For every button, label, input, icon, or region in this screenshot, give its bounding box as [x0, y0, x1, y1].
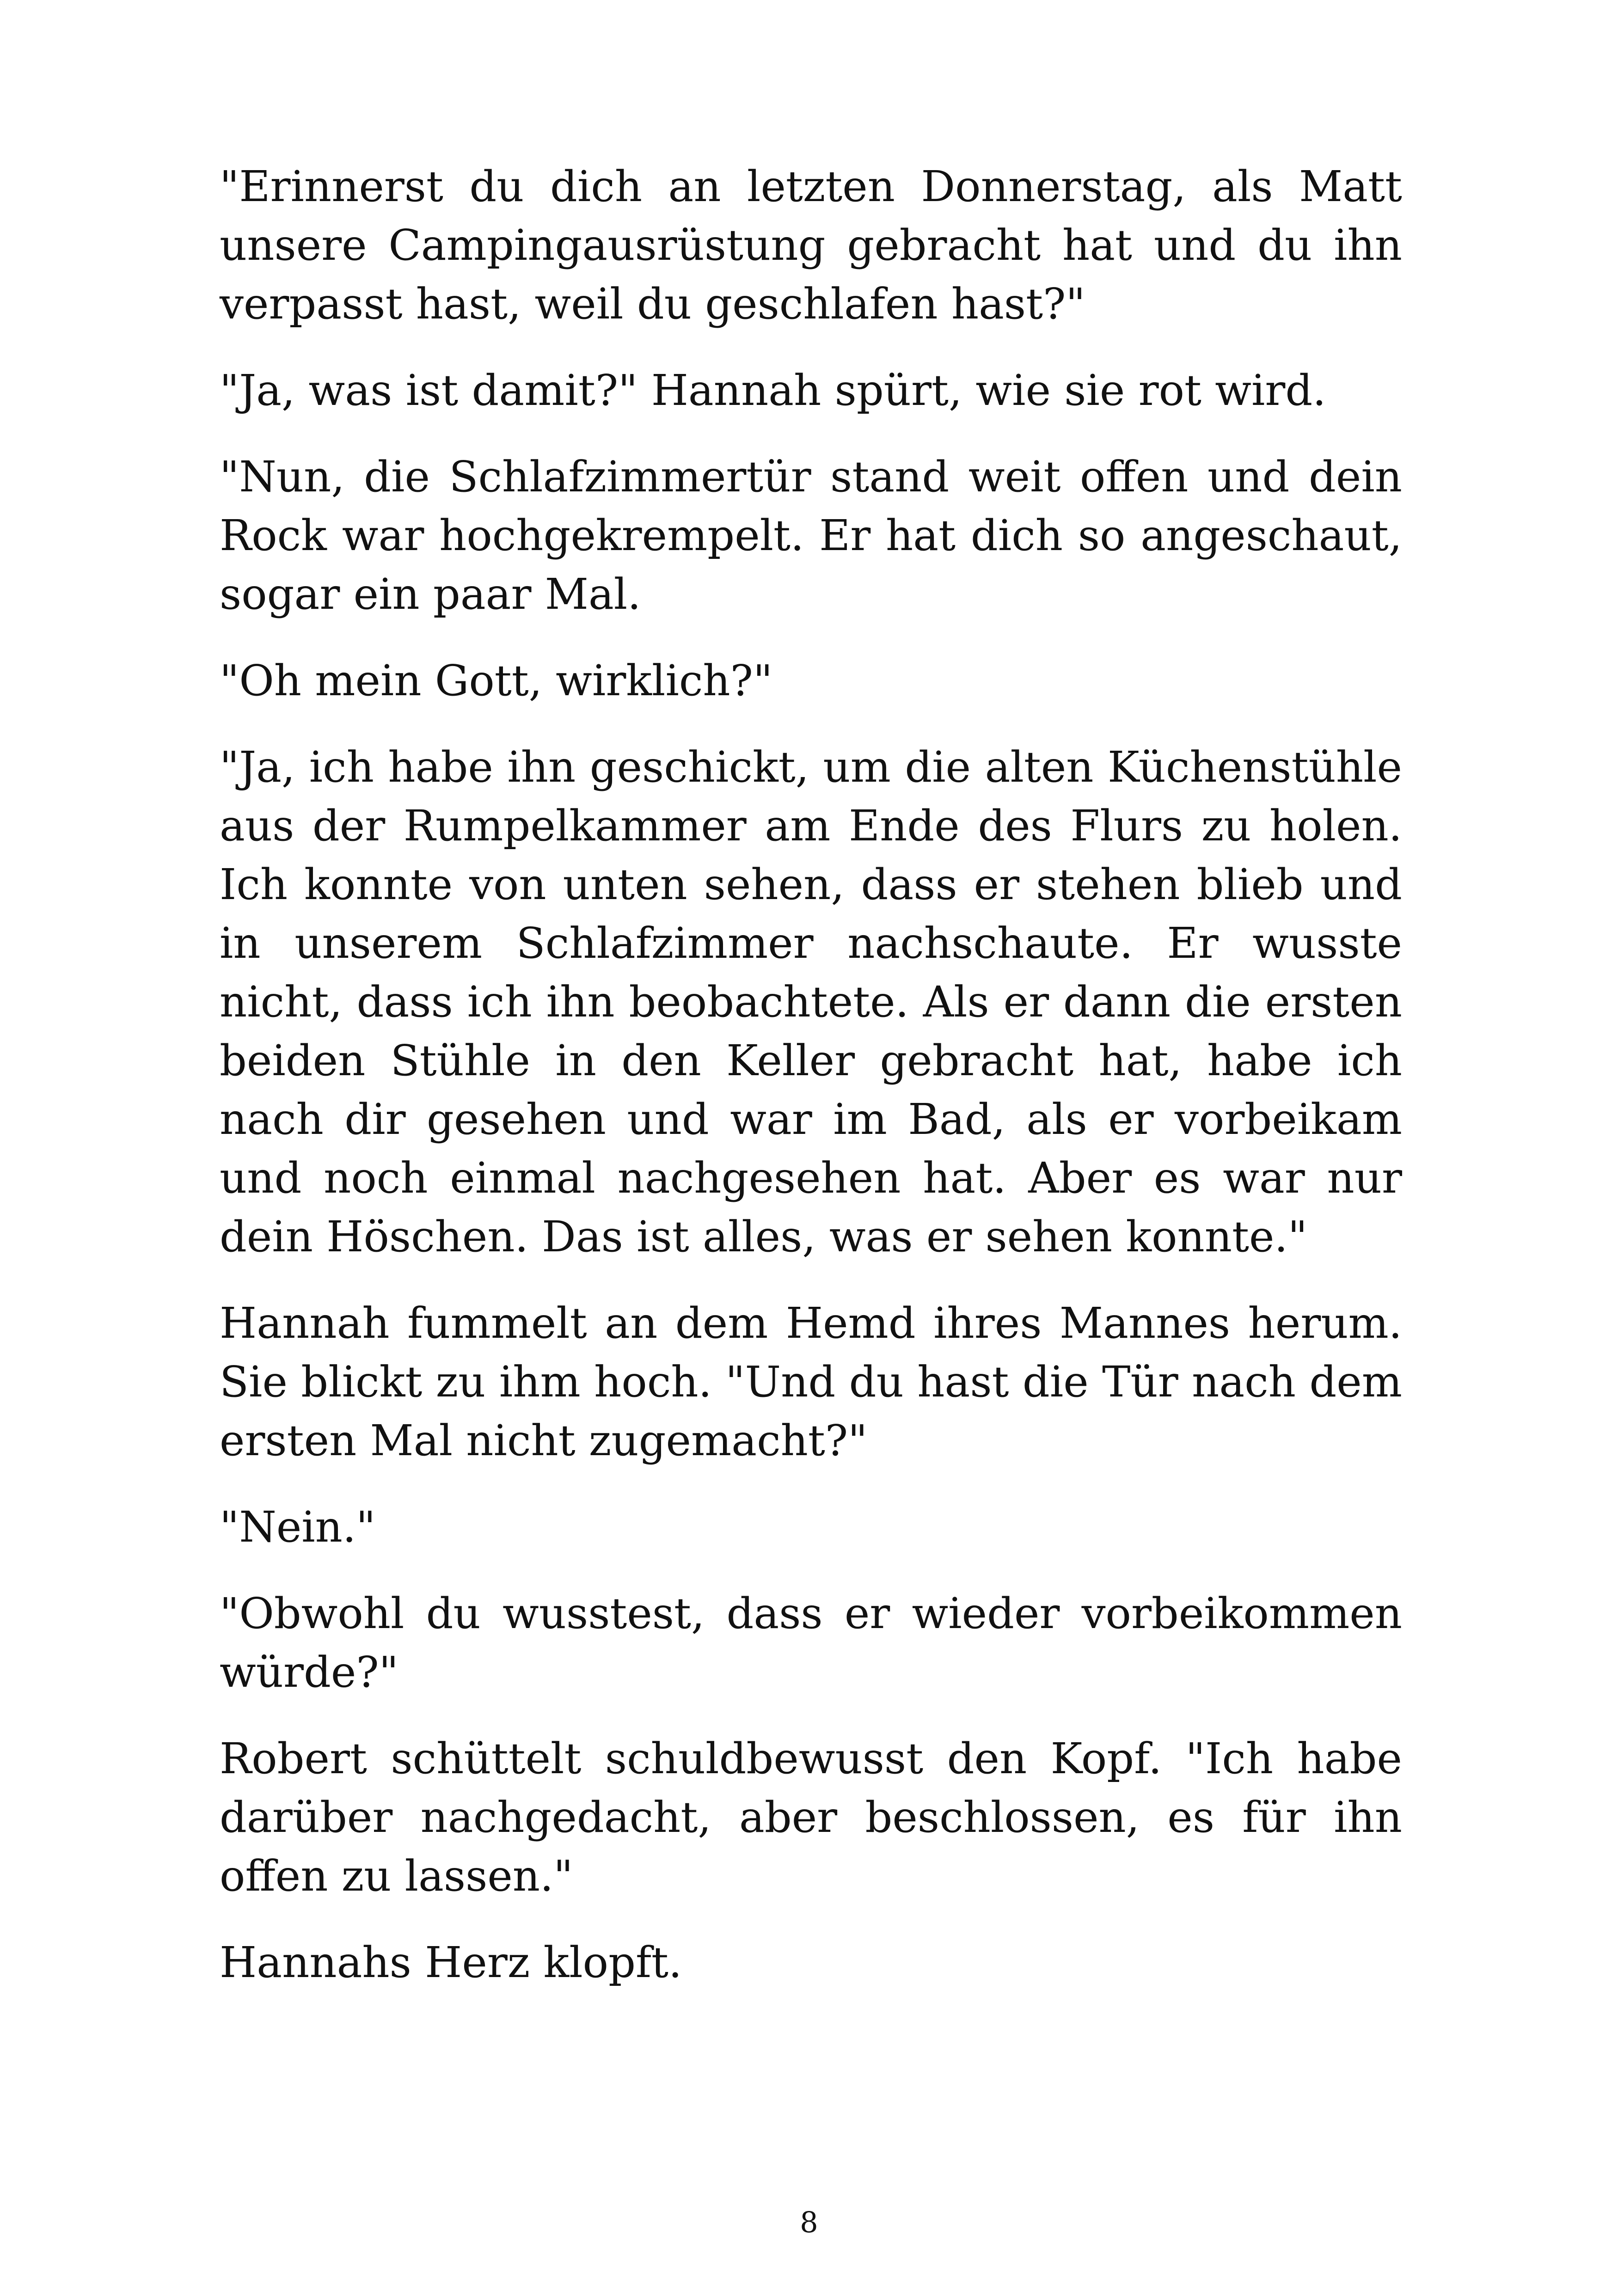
paragraph: "Ja, ich habe ihn geschickt, um die alten Küchenstühle aus der Rumpelkammer am Ende des Flurs zu holen. Ich konnte von unten sehen, dass er stehen blieb und in unserem Schlafzimmer nachschaute. Er wusste nicht, dass ich ihn beobachtete. Als er dann die ersten beiden Stühle in den Keller gebracht hat, habe ich nach dir gesehen und war im Bad, als er vorbeikam und noch einmal nachgesehen hat. Aber es war nur dein Höschen. Das ist alles, was er sehen konnte."	[220, 742, 1402, 1261]
paragraph: Robert schüttelt schuldbewusst den Kopf. "Ich habe darüber nachgedacht, aber beschlossen, es für ihn offen zu lassen."	[220, 1734, 1402, 1901]
paragraph: "Nun, die Schlafzimmertür stand weit offen und dein Rock war hochgekrempelt. Er hat dich so angeschaut, sogar ein paar Mal.	[220, 452, 1402, 619]
body-text	[220, 157, 1402, 2020]
paragraph: "Obwohl du wusstest, dass er wieder vorbeikommen würde?"	[220, 1589, 1402, 1697]
page-number: 8	[800, 2205, 818, 2239]
paragraph: Hannah fummelt an dem Hemd ihres Mannes herum. Sie blickt zu ihm hoch. "Und du hast die Tür nach dem ersten Mal nicht zugemacht?"	[220, 1298, 1402, 1465]
paragraph: "Nein."	[220, 1502, 376, 1552]
paragraph: Hannahs Herz klopft.	[220, 1938, 682, 1987]
paragraph: "Oh mein Gott, wirklich?"	[220, 656, 773, 705]
paragraph: "Erinnerst du dich an letzten Donnerstag, als Matt unsere Campingausrüstung gebracht hat und du ihn verpasst hast, weil du geschlafen hast?"	[220, 162, 1402, 329]
paragraph: "Ja, was ist damit?" Hannah spürt, wie sie rot wird.	[220, 366, 1326, 415]
